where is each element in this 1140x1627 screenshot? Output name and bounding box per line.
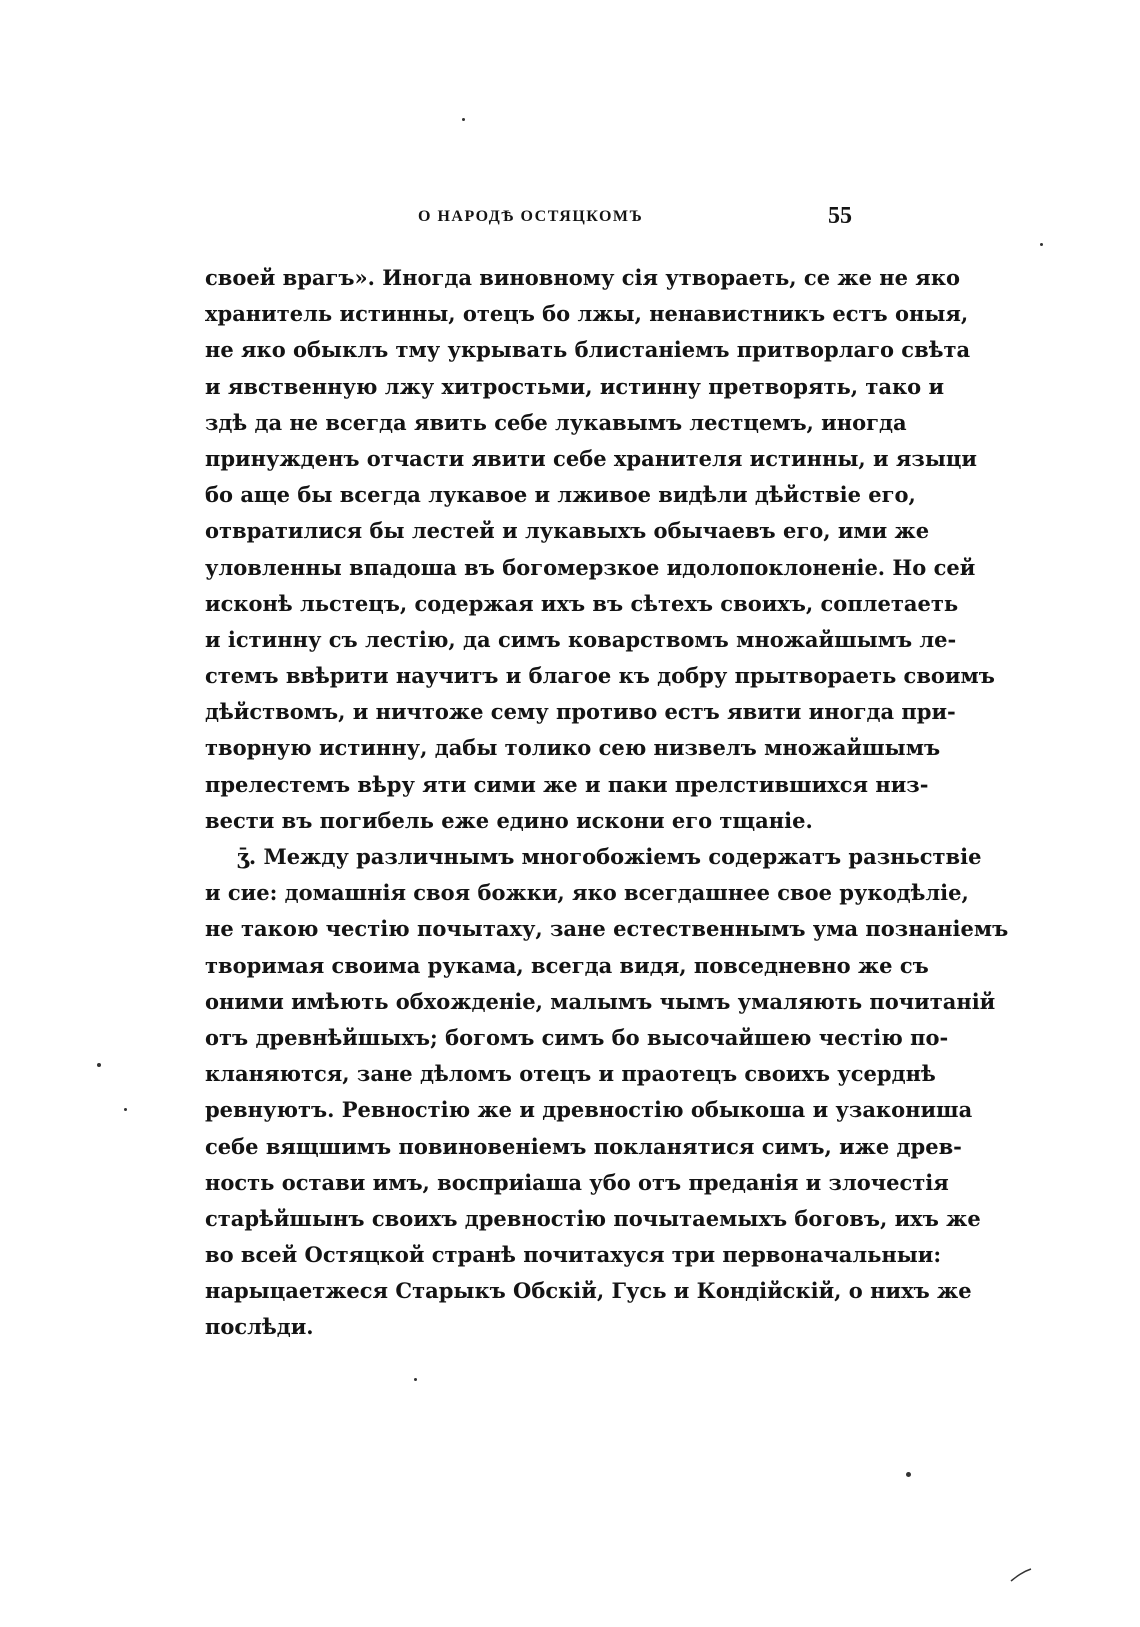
text-line: стемъ ввѣрити научитъ и благое къ добру прытвораеть своимъ [205, 663, 995, 689]
text-line: послѣди. [205, 1314, 314, 1340]
text-line: дѣйствомъ, и ничтоже сему противо естъ явити иногда при- [205, 699, 956, 725]
paragraph-1 [205, 260, 995, 839]
scan-speck [906, 1472, 911, 1477]
text-line: исконѣ льстецъ, содержая ихъ въ сѣтехъ своихъ, соплетаеть [205, 590, 959, 616]
text-line: своей врагъ». Иногда виновному сія утвораеть, се же не яко [205, 265, 960, 290]
page-number: 55 [828, 203, 852, 229]
scan-speck [414, 1378, 417, 1381]
running-header-title: О НАРОДѢ ОСТЯЦКОМЪ [418, 208, 644, 225]
scan-speck [462, 118, 465, 121]
paragraph-2 [205, 839, 1009, 1346]
text-line: не яко обыклъ тму укрывать блистаніемъ притворлаго свѣта [205, 337, 971, 363]
text-line: и явственную лжу хитростьми, истинну претворять, тако и [205, 373, 945, 399]
text-line: бо аще бы всегда лукавое и лживое видѣли дѣйствіе его, [205, 482, 916, 508]
scan-speck [97, 1063, 101, 1067]
text-line: прелестемъ вѣру яти сими же и паки прелстившихся низ- [205, 771, 929, 797]
text-line: и істинну съ лестію, да симъ коварствомъ множайшымъ ле- [205, 626, 957, 652]
page-body [205, 260, 1009, 1346]
text-line: оними имѣють обхожденіе, малымъ чымъ умаляють почитаній [205, 988, 996, 1014]
text-line: отъ древнѣйшыхъ; богомъ симъ бо высочайшею честію по- [205, 1024, 949, 1050]
text-line: творимая своима рукама, всегда видя, повседневно же съ [205, 952, 929, 978]
text-line: вести въ погибель еже едино искони его тщаніе. [205, 807, 813, 833]
text-line: принужденъ отчасти явити себе хранителя истинны, и языци [205, 445, 977, 471]
text-line: старѣйшынъ своихъ древностію почытаемыхъ боговъ, ихъ же [205, 1205, 981, 1231]
text-line: и сие: домашнія своя божки, яко всегдашнее свое рукодѣліе, [205, 880, 969, 906]
text-line: хранитель истинны, отецъ бо лжы, ненавистникъ естъ оныя, [205, 301, 969, 327]
pen-stroke-mark [1010, 1568, 1032, 1582]
text-line: здѣ да не всегда явить себе лукавымъ лестцемъ, иногда [205, 409, 907, 435]
text-line: нарыцаетжеся Старыкъ Обскій, Гусь и Кондійскій, о нихъ же [205, 1278, 972, 1304]
text-line: ность остави имъ, восприіаша убо отъ преданія и злочестія [205, 1169, 949, 1195]
text-line: не такою честію почытаху, зане естественнымъ ума познаніемъ [205, 916, 1009, 942]
scan-speck [1040, 243, 1043, 246]
text-line: себе вящшимъ повиновеніемъ покланятися симъ, иже древ- [205, 1133, 962, 1159]
text-line: отвратилися бы лестей и лукавыхъ обычаевъ его, ими же [205, 518, 930, 544]
text-line: ревнуютъ. Ревностію же и древностію обыкоша и узакониша [205, 1097, 973, 1123]
scan-speck [124, 1108, 127, 1111]
text-line: кланяются, зане дѣломъ отецъ и праотецъ своихъ усерднѣ [205, 1061, 936, 1087]
text-line: ʒ̄. Между различнымъ многобожіемъ содержатъ разньствіе [237, 844, 982, 869]
text-line: творную истинну, дабы толико сею низвелъ множайшымъ [205, 735, 941, 761]
text-line: во всей Остяцкой странѣ почитахуся три первоначальныи: [205, 1242, 942, 1268]
text-line: уловленны впадоша въ богомерзкое идолопоклоненіе. Но сей [205, 554, 976, 580]
